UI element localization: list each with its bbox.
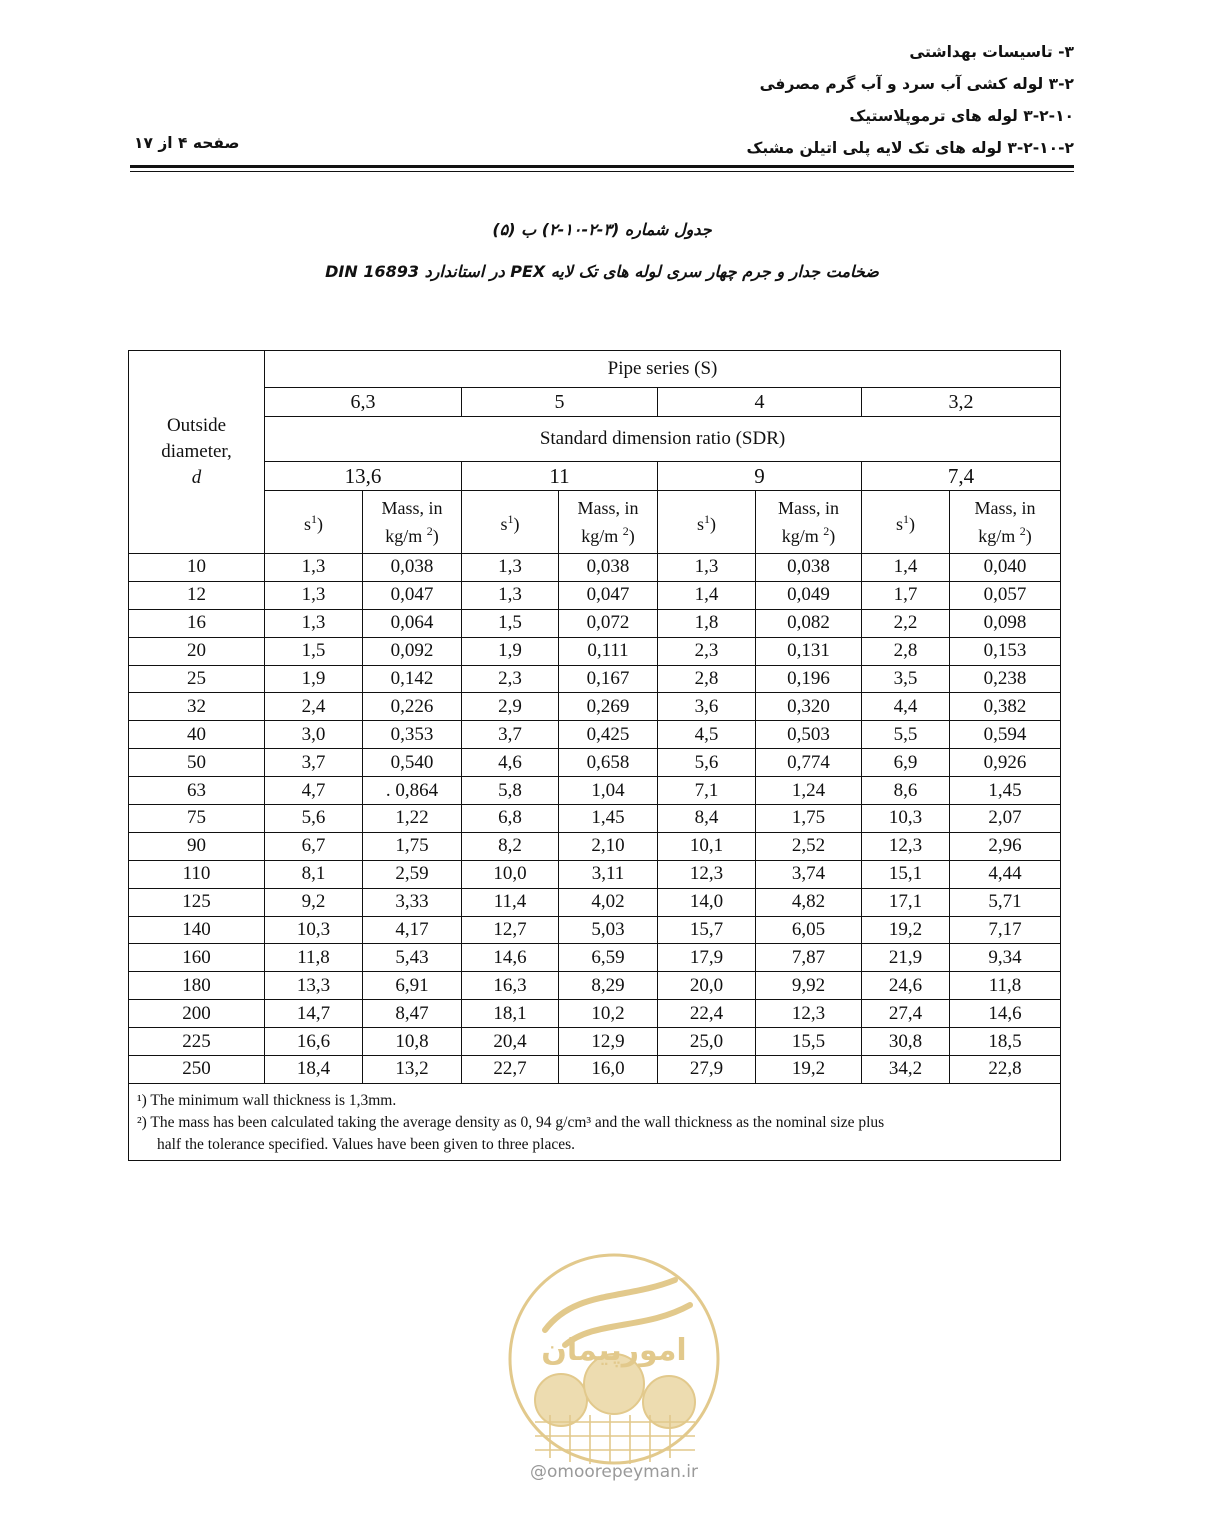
wall-thickness-cell: 8,2: [462, 832, 559, 860]
wall-thickness-cell: 18,1: [462, 1000, 559, 1028]
series-value: 6,3: [265, 388, 462, 417]
mass-cell: 0,774: [756, 749, 862, 777]
mass-cell: 4,44: [950, 860, 1061, 888]
mass-cell: 12,3: [756, 1000, 862, 1028]
heading-line-3: ۳-۲-۱۰ لوله های ترموپلاستیک: [849, 107, 1074, 125]
wall-thickness-cell: 2,4: [265, 693, 363, 721]
outside-diameter-header: [129, 351, 265, 554]
outside-diameter-cell: 40: [129, 721, 265, 749]
mass-cell: 0,111: [559, 637, 658, 665]
outside-diameter-cell: 25: [129, 665, 265, 693]
mass-cell: 0,226: [363, 693, 462, 721]
table-row: [129, 581, 1061, 609]
wall-thickness-cell: 1,8: [658, 609, 756, 637]
wall-thickness-cell: 1,4: [862, 554, 950, 582]
mass-cell: 2,10: [559, 832, 658, 860]
sdr-value: 11: [462, 462, 658, 491]
wall-thickness-header: $s^1$): [862, 491, 950, 554]
mass-cell: 0,098: [950, 609, 1061, 637]
footnote-1: ¹) The minimum wall thickness is 1,3mm.: [137, 1091, 397, 1109]
mass-cell: 0,131: [756, 637, 862, 665]
wall-thickness-cell: 1,9: [462, 637, 559, 665]
wall-thickness-cell: 16,3: [462, 972, 559, 1000]
mass-header: Mass, in kg/m $^2$): [756, 491, 862, 554]
mass-cell: 1,75: [756, 805, 862, 833]
wall-thickness-cell: 1,3: [462, 581, 559, 609]
wall-thickness-header: $s^1$): [658, 491, 756, 554]
outside-diameter-cell: 225: [129, 1028, 265, 1056]
mass-cell: 11,8: [950, 972, 1061, 1000]
wall-thickness-cell: 8,6: [862, 777, 950, 805]
wall-thickness-cell: 11,8: [265, 944, 363, 972]
wall-thickness-cell: 2,8: [862, 637, 950, 665]
mass-cell: 1,22: [363, 805, 462, 833]
mass-cell: 2,59: [363, 860, 462, 888]
table-row: [129, 1028, 1061, 1056]
wall-thickness-header: $s^1$): [462, 491, 559, 554]
table-row: [129, 805, 1061, 833]
wall-thickness-cell: 17,9: [658, 944, 756, 972]
wall-thickness-cell: 14,0: [658, 888, 756, 916]
section-heading: [747, 36, 1075, 164]
mass-cell: 8,29: [559, 972, 658, 1000]
mass-cell: 5,71: [950, 888, 1061, 916]
mass-cell: 15,5: [756, 1028, 862, 1056]
wall-thickness-cell: 10,0: [462, 860, 559, 888]
mass-cell: 0,047: [559, 581, 658, 609]
wall-thickness-cell: 3,7: [462, 721, 559, 749]
watermark-site: @omoorepeyman.ir: [529, 1462, 699, 1482]
sdr-header: Standard dimension ratio (SDR): [265, 417, 1061, 462]
table-row: [129, 609, 1061, 637]
mass-cell: 7,17: [950, 916, 1061, 944]
mass-cell: 14,6: [950, 1000, 1061, 1028]
wall-thickness-cell: 8,4: [658, 805, 756, 833]
outside-diameter-cell: 160: [129, 944, 265, 972]
mass-cell: 1,45: [950, 777, 1061, 805]
table-row: [129, 749, 1061, 777]
mass-cell: 5,43: [363, 944, 462, 972]
od-header-line-1: Outside: [166, 415, 227, 436]
mass-cell: 7,87: [756, 944, 862, 972]
wall-thickness-cell: 1,3: [658, 554, 756, 582]
wall-thickness-cell: 12,3: [658, 860, 756, 888]
subheader-row: [129, 491, 1061, 554]
wall-thickness-cell: 13,3: [265, 972, 363, 1000]
wall-thickness-cell: 2,3: [462, 665, 559, 693]
heading-line-4: ۳-۲-۱۰-۲ لوله های تک لایه پلی اتیلن مشبک: [746, 139, 1074, 157]
watermark-logo: [505, 1250, 723, 1468]
wall-thickness-cell: 1,4: [658, 581, 756, 609]
wall-thickness-cell: 8,1: [265, 860, 363, 888]
wall-thickness-cell: 19,2: [862, 916, 950, 944]
mass-cell: 0,049: [756, 581, 862, 609]
sdr-value: 13,6: [265, 462, 462, 491]
od-header-symbol: d: [191, 467, 202, 488]
mass-cell: 0,038: [559, 554, 658, 582]
mass-cell: 0,540: [363, 749, 462, 777]
wall-thickness-cell: 11,4: [462, 888, 559, 916]
wall-thickness-cell: 7,1: [658, 777, 756, 805]
mass-cell: 9,34: [950, 944, 1061, 972]
outside-diameter-cell: 75: [129, 805, 265, 833]
mass-cell: 16,0: [559, 1056, 658, 1084]
wall-thickness-cell: 1,3: [265, 554, 363, 582]
outside-diameter-cell: 125: [129, 888, 265, 916]
table-body: [129, 554, 1061, 1084]
wall-thickness-cell: 1,5: [265, 637, 363, 665]
mass-header: Mass, in kg/m $^2$): [363, 491, 462, 554]
mass-cell: 4,17: [363, 916, 462, 944]
wall-thickness-cell: 5,5: [862, 721, 950, 749]
mass-cell: 1,24: [756, 777, 862, 805]
wall-thickness-cell: 17,1: [862, 888, 950, 916]
wall-thickness-cell: 22,7: [462, 1056, 559, 1084]
table-row: [129, 916, 1061, 944]
mass-cell: 10,2: [559, 1000, 658, 1028]
mass-cell: 3,33: [363, 888, 462, 916]
page-header: [130, 30, 1074, 170]
mass-cell: 9,92: [756, 972, 862, 1000]
mass-cell: 0,320: [756, 693, 862, 721]
wall-thickness-cell: 22,4: [658, 1000, 756, 1028]
footnote-2-cont: half the tolerance specified. Values have been given to three places.: [157, 1135, 576, 1153]
table-row: [129, 944, 1061, 972]
table-row: [129, 860, 1061, 888]
mass-cell: 0,057: [950, 581, 1061, 609]
wall-thickness-cell: 15,7: [658, 916, 756, 944]
wall-thickness-cell: 6,8: [462, 805, 559, 833]
wall-thickness-cell: 12,7: [462, 916, 559, 944]
wall-thickness-cell: 5,6: [265, 805, 363, 833]
watermark-logo-text: امورپیمان: [541, 1333, 687, 1368]
wall-thickness-cell: 3,0: [265, 721, 363, 749]
mass-cell: 0,092: [363, 637, 462, 665]
mass-cell: 6,59: [559, 944, 658, 972]
mass-cell: 0,072: [559, 609, 658, 637]
mass-cell: 3,74: [756, 860, 862, 888]
outside-diameter-cell: 110: [129, 860, 265, 888]
mass-cell: 2,52: [756, 832, 862, 860]
table-row: [129, 665, 1061, 693]
wall-thickness-cell: 1,3: [462, 554, 559, 582]
wall-thickness-cell: 14,6: [462, 944, 559, 972]
outside-diameter-cell: 200: [129, 1000, 265, 1028]
table-notes: [129, 1083, 1061, 1160]
outside-diameter-cell: 90: [129, 832, 265, 860]
table-row: [129, 888, 1061, 916]
header-rule-thick: [130, 165, 1074, 168]
table-row: [129, 637, 1061, 665]
mass-cell: 0,425: [559, 721, 658, 749]
pex-dimension-table: [128, 350, 1061, 1161]
mass-cell: 0,196: [756, 665, 862, 693]
mass-cell: 0,353: [363, 721, 462, 749]
mass-cell: 3,11: [559, 860, 658, 888]
outside-diameter-cell: 140: [129, 916, 265, 944]
wall-thickness-cell: 5,6: [658, 749, 756, 777]
mass-cell: 0,082: [756, 609, 862, 637]
outside-diameter-cell: 32: [129, 693, 265, 721]
wall-thickness-cell: 1,5: [462, 609, 559, 637]
mass-header: Mass, in kg/m $^2$): [950, 491, 1061, 554]
wall-thickness-cell: 5,8: [462, 777, 559, 805]
mass-header: Mass, in kg/m $^2$): [559, 491, 658, 554]
wall-thickness-cell: 2,2: [862, 609, 950, 637]
mass-cell: 1,04: [559, 777, 658, 805]
heading-line-2: ۳-۲ لوله کشی آب سرد و آب گرم مصرفی: [759, 75, 1074, 93]
pipe-series-header: Pipe series (S): [265, 351, 1061, 388]
outside-diameter-cell: 50: [129, 749, 265, 777]
wall-thickness-cell: 4,6: [462, 749, 559, 777]
wall-thickness-cell: 21,9: [862, 944, 950, 972]
wall-thickness-cell: 16,6: [265, 1028, 363, 1056]
mass-cell: . 0,864: [363, 777, 462, 805]
series-value: 5: [462, 388, 658, 417]
wall-thickness-cell: 24,6: [862, 972, 950, 1000]
wall-thickness-cell: 34,2: [862, 1056, 950, 1084]
mass-cell: 2,96: [950, 832, 1061, 860]
mass-cell: 0,038: [363, 554, 462, 582]
mass-cell: 10,8: [363, 1028, 462, 1056]
mass-cell: 0,167: [559, 665, 658, 693]
wall-thickness-cell: 20,4: [462, 1028, 559, 1056]
table-row: [129, 777, 1061, 805]
mass-cell: 13,2: [363, 1056, 462, 1084]
wall-thickness-cell: 1,7: [862, 581, 950, 609]
mass-cell: 0,926: [950, 749, 1061, 777]
mass-cell: 0,142: [363, 665, 462, 693]
wall-thickness-cell: 10,3: [862, 805, 950, 833]
wall-thickness-cell: 3,7: [265, 749, 363, 777]
mass-cell: 0,269: [559, 693, 658, 721]
table-row: [129, 832, 1061, 860]
mass-cell: 0,238: [950, 665, 1061, 693]
mass-cell: 0,064: [363, 609, 462, 637]
wall-thickness-cell: 2,9: [462, 693, 559, 721]
mass-cell: 1,45: [559, 805, 658, 833]
wall-thickness-cell: 9,2: [265, 888, 363, 916]
table-subtitle: ضخامت جدار و جرم چهار سری لوله های تک لایه PEX در استاندارد DIN 16893: [325, 262, 879, 281]
mass-cell: 0,038: [756, 554, 862, 582]
wall-thickness-cell: 12,3: [862, 832, 950, 860]
mass-cell: 22,8: [950, 1056, 1061, 1084]
series-value: 4: [658, 388, 862, 417]
sdr-value: 9: [658, 462, 862, 491]
mass-cell: 18,5: [950, 1028, 1061, 1056]
table-row: [129, 972, 1061, 1000]
outside-diameter-cell: 10: [129, 554, 265, 582]
mass-cell: 0,594: [950, 721, 1061, 749]
wall-thickness-cell: 1,3: [265, 609, 363, 637]
page-number: صفحه ۴ از ۱۷: [134, 134, 240, 152]
mass-cell: 12,9: [559, 1028, 658, 1056]
wall-thickness-cell: 10,3: [265, 916, 363, 944]
mass-cell: 0,503: [756, 721, 862, 749]
sdr-value: 7,4: [862, 462, 1061, 491]
wall-thickness-cell: 3,6: [658, 693, 756, 721]
wall-thickness-header: $s^1$): [265, 491, 363, 554]
wall-thickness-cell: 4,5: [658, 721, 756, 749]
mass-cell: 0,658: [559, 749, 658, 777]
wall-thickness-cell: 6,7: [265, 832, 363, 860]
outside-diameter-cell: 180: [129, 972, 265, 1000]
wall-thickness-cell: 25,0: [658, 1028, 756, 1056]
wall-thickness-cell: 6,9: [862, 749, 950, 777]
od-header-line-2: diameter,: [161, 441, 232, 462]
wall-thickness-cell: 4,7: [265, 777, 363, 805]
mass-cell: 6,05: [756, 916, 862, 944]
table-row: [129, 554, 1061, 582]
table-row: [129, 1056, 1061, 1084]
mass-cell: 19,2: [756, 1056, 862, 1084]
wall-thickness-cell: 14,7: [265, 1000, 363, 1028]
wall-thickness-cell: 30,8: [862, 1028, 950, 1056]
wall-thickness-cell: 1,9: [265, 665, 363, 693]
mass-cell: 5,03: [559, 916, 658, 944]
wall-thickness-cell: 20,0: [658, 972, 756, 1000]
wall-thickness-cell: 1,3: [265, 581, 363, 609]
wall-thickness-cell: 27,9: [658, 1056, 756, 1084]
mass-cell: 1,75: [363, 832, 462, 860]
table-title: جدول شماره (۳-۲-۱۰-۲) ب (۵): [492, 220, 712, 239]
footnote-2: ²) The mass has been calculated taking the average density as 0, 94 g/cm³ and the wall thickness as the nominal size plus: [137, 1113, 885, 1131]
wall-thickness-cell: 18,4: [265, 1056, 363, 1084]
mass-cell: 8,47: [363, 1000, 462, 1028]
mass-cell: 2,07: [950, 805, 1061, 833]
series-value: 3,2: [862, 388, 1061, 417]
mass-cell: 6,91: [363, 972, 462, 1000]
table-row: [129, 693, 1061, 721]
mass-cell: 4,82: [756, 888, 862, 916]
header-rule-thin: [130, 171, 1074, 172]
wall-thickness-cell: 2,8: [658, 665, 756, 693]
mass-cell: 0,047: [363, 581, 462, 609]
wall-thickness-cell: 10,1: [658, 832, 756, 860]
outside-diameter-cell: 16: [129, 609, 265, 637]
heading-line-1: ۳- تاسیسات بهداشتی: [909, 43, 1074, 61]
outside-diameter-cell: 250: [129, 1056, 265, 1084]
wall-thickness-cell: 2,3: [658, 637, 756, 665]
mass-cell: 0,382: [950, 693, 1061, 721]
table-row: [129, 1000, 1061, 1028]
wall-thickness-cell: 4,4: [862, 693, 950, 721]
outside-diameter-cell: 12: [129, 581, 265, 609]
table-row: [129, 721, 1061, 749]
outside-diameter-cell: 20: [129, 637, 265, 665]
outside-diameter-cell: 63: [129, 777, 265, 805]
mass-cell: 4,02: [559, 888, 658, 916]
mass-cell: 0,040: [950, 554, 1061, 582]
wall-thickness-cell: 3,5: [862, 665, 950, 693]
wall-thickness-cell: 15,1: [862, 860, 950, 888]
mass-cell: 0,153: [950, 637, 1061, 665]
wall-thickness-cell: 27,4: [862, 1000, 950, 1028]
